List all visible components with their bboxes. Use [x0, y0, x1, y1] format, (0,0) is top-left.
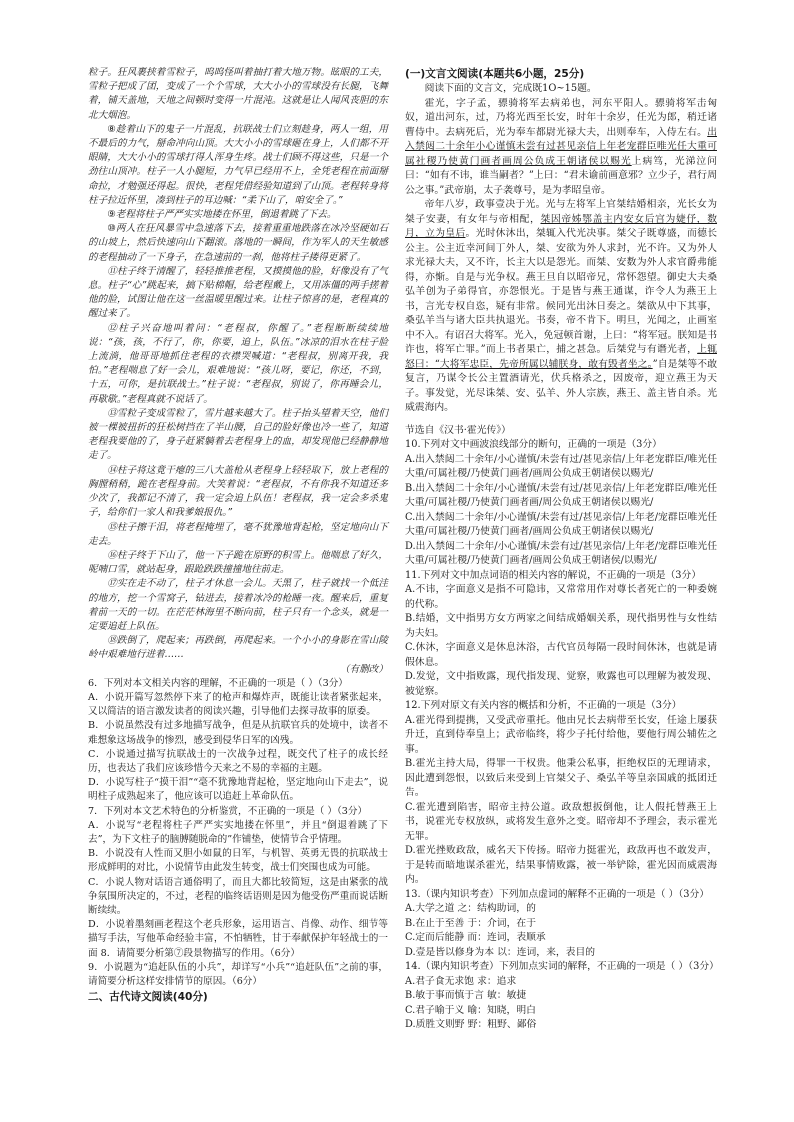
underlined-text: 桀因帝姊鄂盖主内安女后宫为婕伃，数月，立为皇后: [405, 213, 718, 239]
option-a[interactable]: A．小说写“老程将柱子严严实实地搂在怀里”，并且“倒退着跳了下去”，为下文柱子的脑膊随脱命的”作铺垫，使情节合乎情理。: [88, 819, 388, 845]
classical-passage: 霍光，字子孟，骠骑将军去病弟也，河东平阳人。骠骑将军击匈奴，道出河东，过，乃将光西至长安，时年十余岁，任光为郎，稍迁诸曹侍中。去病死后，光为奉车都尉光禄大夫，出则奉车，入侍左右。出入禁闼二十余年小心谨慎未尝有过甚见亲信上年老宠群臣唯光任大重可属社稷乃使黄门画者画周公负成王朝诸侯以赐光上病笃，光涕泣问曰：“如有不讳，谁当嗣者？”上曰：“君未谕前画意邪？立少子，君行周公之事。”武帝崩，太子袭尊号，是为孝昭皇帝。: [405, 97, 718, 196]
wavy-underlined-text: 出入禁闼二十余年小心谨慎未尝有过甚见亲信上年老宠群臣唯光任大重可属社稷乃使黄门画者画周公负成王朝诸侯以赐光: [405, 126, 717, 167]
question-13: [405, 888, 717, 961]
story-paragraph: ⑧趁着山下的鬼子一片混乱，抗联战士们立刻趁身，两人一组，用不最后的力气，掰命冲向山顶。大大小小的雪球砸在身上，人们都不开眼睛，大大小小的雪球打得人浑身生疼。战士们顾不得这些，只是一个劲往山顶冲。柱子一人小腿短，力气早已经用不上，全凭老程在前面掰命拉，才勉强还得起。很快，老程凭借经验知道到了山顶。老程转身将柱子拉近怀里，凑到柱子的耳边喊：“柔下山了，咱安全了。”: [88, 123, 388, 206]
question-stem: 13.（课内知识考查）下列加点虚词的解释不正确的一项是（ ）（3分）: [405, 888, 710, 900]
passage-source: 节选自《汉书·霍光传》）: [405, 424, 511, 436]
question-14: [405, 960, 717, 1033]
story-paragraph: ⑭柱子将这竟干瘪的三八大盖枪从老程身上轻轻取下，放上老程的胸膛稍稍，跪在老程身前。大笑着说：“老程叔，不有你我不知道还多少次了，我都记不清了，我一定会追上队伍！老程叔，我一定会多杀鬼子，给你们一家人和我爹娘报仇。”: [88, 464, 388, 519]
story-paragraph: ⑮柱子擦干泪，将老程掩埋了，毫不犹豫地背起枪，坚定地向山下走去。: [88, 521, 388, 547]
question-stem: 9．小说题为“追赶队伍的小兵”，却详写“小兵”“追赶队伍”之前的事，请简要分析这样安排情节的原因。（6分）: [88, 961, 388, 987]
option-b[interactable]: B．小说虽然没有过多地描写战争，但是从抗联官兵的处境中，读者不难想象这场战争的惨烈，感受到侵华日军的凶残。: [88, 720, 388, 746]
story-paragraph: ⑪柱子终于清醒了，轻轻推推老程，又摸摸他的脸，好像没有了气息。柱子“心”跳起来，搞下贴棉帽，给老程戴上，又用冻僵的两手搓着他的脸，试图让他在这一丝温暖里醒过来。让柱子惊喜的是，老程真的醒过来了。: [88, 265, 388, 320]
story-paragraph: ⑰实在走不动了，柱子才休息一会儿。天黑了，柱子就找一个低洼的地方，挖一个雪窝子，钻进去，接着冰冷的枪睡一夜。醒来后，重复着前一天的一切。在茫茫林海里不断向前，柱子只有一个念头，就是一定要追赶上队伍。: [88, 578, 388, 632]
option-d[interactable]: D.壹是皆以修身为本 以：连词，来，表目的: [405, 946, 596, 958]
option-a[interactable]: A.出入禁闼二十余年/小心谨慎/未尝有过/甚见亲信/上年老宠群臣/唯光任大重/可属社稷/乃使黄门画者/画周公负成王朝诸侯以赐光/: [405, 453, 717, 479]
option-d[interactable]: D.出入禁闼二十余年/小心谨慎/未尝有过/甚见亲信/上年老/宠群臣唯光任大重/可属社稷/乃使黄门画者/画周公负成王朝诸侯/以赐光/: [405, 540, 717, 566]
option-c[interactable]: C．小说通过描写抗联战士的一次战争过程，既交代了柱子的成长经历，也表达了我们应该珍惜今天来之不易的幸福的主题。: [88, 748, 388, 774]
question-11: [405, 569, 717, 700]
question-stem: 7．下列对本文艺术特色的分析鉴赏，不正确的一项是（ ）（3分）: [88, 805, 368, 817]
underlined-text: 上辄怒曰：“大将军忠臣，先帝所属以辅朕身，敢有毁者坐之。: [405, 344, 717, 370]
option-b[interactable]: B．小说没有人性而又胆小如鼠的日军，与机智、英勇无畏的抗联战士形成鲜明的对比，小说情节由此发生转变，战士们突围也成为可能。: [88, 848, 388, 874]
option-a[interactable]: A.君子食无求饱 求：追求: [405, 975, 517, 987]
classical-passage: 帝年八岁，政事壹决于光。光与左将军上官桀结婚相亲，光长女为桀子安妻，有女年与帝相配，桀因帝姊鄂盖主内安女后宫为婕伃，数月，立为皇后。光时休沐出，桀辄入代光决事。桀父子既尊盛，而德长公主。公主近幸河间丁外人，桀、安欲为外人求封，光不许。又为外人求光禄大夫，又不许，长主大以是怨光。而桀、安数为外人求官爵弗能得，亦惭。自是与光争权。燕王旦自以昭帝兄，常怀怨望。御史大夫桑弘羊创为子弟得官，亦怨恨光。于是皆与燕王通谋，诈令人为燕王上书，言光专权自恣，疑有非常。候同光出沐日奏之。桀欲从中下其事，桑弘羊当与诸大臣共执退光。书奏，帝不肯下。明旦，光闻之，止画室中不入。有诏召大将军。光入，免冠顿首谢，上曰：“将军冠。朕知是书诈也，将军亡罪。”而上书者果亡，捕之甚急。后桀党与有谮光者，上辄怒曰：“大将军忠臣，先帝所属以辅朕身，敢有毁者坐之。”自是桀等不敢复言，乃谋令长公主置酒请光，伏兵格杀之，因废帝，迎立燕王为天子。事发觉，光尽诛桀、安、弘羊、外人宗族，燕王、盖主皆自杀。光威震海内。: [405, 199, 718, 413]
option-b[interactable]: B.霍光主持大局，得罪一干权贵。他秉公私事，拒绝权臣的无理请求，因此遭到怨恨，以致后来受到上官桀父子、桑弘羊等皇亲国戚的抵团迁告。: [405, 758, 717, 798]
option-c[interactable]: C.定而后能静 而：连词，表顺承: [405, 932, 546, 943]
option-a[interactable]: A.大学之道 之：结构助词，的: [405, 903, 536, 914]
option-a[interactable]: A.霍光得到提携，又受武帝重托。他由兄长去病带至长安，任途上屡获升迁，直到侍奉皇上；武帝临终，将少子托付给他，要他行周公辅佐之事。: [405, 714, 717, 755]
option-d[interactable]: D.霍光挫败政敌，威名天下传扬。昭帝力挺霍光，政敌再也不敢发声，于是转而暗地谋杀霍光，结果事情败露，被一举铲除，霍光因而威震海内。: [405, 845, 717, 885]
left-column: [88, 66, 388, 1005]
option-a[interactable]: A.不讳，字面意义是指不可隐讳，又常常用作对尊长者死亡的一种委婉的代称。: [405, 584, 717, 610]
option-b[interactable]: B.出入禁闼二十余年/小心谨慎/未尝有过/甚见亲信/上年老宠群臣/唯光任大重/可属社稷/乃使黄门画者画/周公负成王朝诸侯以赐光/: [405, 482, 717, 508]
story-paragraph: ⑱跌倒了，爬起来；再跌倒，再爬起来。一个小小的身影在雪山陵岭中艰难地行进着……: [88, 635, 388, 661]
option-c[interactable]: C．小说人物对话语言通俗明了，而且大都比较简短，这是由紧张的战争氛围所决定的，不过，老程的临终话语则是因为他受伤严重而说话断断续续。: [88, 876, 388, 916]
question-12: [405, 699, 717, 888]
question-9: [88, 961, 388, 989]
story-paragraph: 粒子。狂风裹挟着雪粒子，呜呜怪叫着抽打着大地万物。眩眼的工夫，雪粒子把成了团，变成了一个个雪球，大大小小的雪球没有长腿，飞舞着，铺天盖地，天地之间顿时变得一片混沌。这就是让人闻风丧胆的东北大烟泡。: [88, 67, 388, 121]
option-d[interactable]: D．小说着墨刻画老程这个老兵形象，运用语言、肖像、动作、细节等描写手法，写他革命经验丰富，不怕牺牲，甘于奉献保护年轻战士的一面 8．请简要分析第⑦段景物描写的作用。（6分）: [88, 919, 388, 959]
option-b[interactable]: B.敏于事而慎于言 敏：敏捷: [405, 990, 527, 1001]
question-stem: 11.下列对文中加点词语的相关内容的解说，不正确的一项是（3分）: [405, 569, 702, 581]
option-c[interactable]: C.出入禁闼二十余年/小心谨慎/未尝有过/甚见亲信/上年老/宠群臣唯光任大重/可属社稷/乃使黄门画者/画周公负成王朝诸侯以赐光/: [405, 511, 717, 537]
question-stem: 10.下列对文中画波浪线部分的断句，正确的一项是（3分）: [405, 439, 662, 450]
question-stem: 6．下列对本文相关内容的理解，不正确的一项是（ ）（3分）: [88, 677, 348, 689]
question-stem: 12.下列对原文有关内容的概括和分析，不正确的一项是（3分）: [405, 700, 682, 711]
option-c[interactable]: C.君子喻于义 喻：知晓，明白: [405, 1004, 536, 1016]
section-title: 二、古代诗文阅读(40分): [88, 991, 208, 1004]
section-title: (一)文言文阅读(本题共6小题，25分): [405, 68, 585, 80]
option-d[interactable]: D.发觉，文中指败露，现代指发现、觉察，败露也可以理解为被发现、被觉察。: [405, 671, 717, 697]
option-d[interactable]: D．小说写柱子“摸干泪”“毫不犹豫地背起枪，坚定地向山下走去”，说明柱子成熟起来了，他应该可以追赶上革命队伍。: [88, 777, 388, 803]
reading-intro: 阅读下面的文言文，完成既1O~15题。: [424, 83, 597, 94]
right-column: [405, 66, 717, 1033]
story-text: [88, 66, 388, 677]
option-d[interactable]: D.质胜文则野 野：粗野、鄙俗: [405, 1019, 537, 1030]
story-paragraph: ⑫柱子兴奋地叫着问：“老程叔，你醒了。”老程断断续续地说：“孩，孩，不行了，你，你要，追上，队伍。”冰凉的泪水在柱子脸上流淌，他哥哥地抓住老程的衣襟哭喊道：“老程叔，别离开我，我怕。”老程喘息了好一会儿，艰难地说：“孩儿呀，要记，你还，不到，十五，可你，是抗联战士。”柱子说：“老程叔，别说了，你再睡会儿，再歇歇。”老程真就不说话了。: [88, 322, 388, 405]
story-paragraph: ⑯柱子终于下山了，他一下子跪在原野的积雪上。他喘息了好久，呢喃口雪，就站起身，跟跄跌跌撞撞地往前走。: [88, 549, 388, 576]
question-stem: 14.（课内知识考查）下列加点实词的解释，不正确的一项是（ ）（3分）: [405, 961, 719, 972]
question-6: [88, 677, 388, 805]
option-a[interactable]: A．小说开篇写忽然停下来了的枪声和爆炸声，既能让读者紧张起来，又以简洁的语言激发读者的阅读兴趣，引导他们去探寻故事的原委。: [88, 691, 388, 718]
story-paragraph: ⑩两人在狂风暴雪中急速落下去，接着重重地跌落在冰冷坚硬如石的山坡上，然后快速向山下翻滚。落地的一瞬间，作为军人的天生敏感的老程抽动了一下身子，在急速前的一刹，他将柱子搂得更紧了。: [88, 223, 388, 263]
option-c[interactable]: C.休沐，字面意义是休息沐浴，古代官员每隔一段时间休沐，也就是请假休息。: [405, 642, 717, 668]
option-b[interactable]: B.在止于至善 于：介词，在于: [405, 917, 536, 929]
story-paragraph: ⑬雪粒子变成雪粒了，雪片越来越大了。柱子抬头望着天空，他们被一棵被扭折的狂松树挡在了半山腰，自己的脸好像也冷一些了，知道老程我要他的了，身子赶紧躺着去老程身上的血，却发现他已经静静地走了。: [88, 407, 388, 462]
option-b[interactable]: B.结婚，文中指男方女方两家之间结成婚姻关系，现代指男性与女性结为夫妇。: [405, 613, 717, 639]
story-source: （有删改）: [340, 663, 388, 675]
option-c[interactable]: C.霍光遭到陷害，昭帝主持公道。政敌想扳倒他，让人假托替燕王上书，说霍光专权放纵，或将发生意外之变。昭帝却不予理会，表示霍光无罪。: [405, 801, 717, 842]
story-paragraph: ⑨老程将柱子严严实实地搂在怀里，倒退着跳了下去。: [107, 209, 337, 221]
question-10: [405, 438, 717, 569]
question-7: [88, 805, 388, 961]
